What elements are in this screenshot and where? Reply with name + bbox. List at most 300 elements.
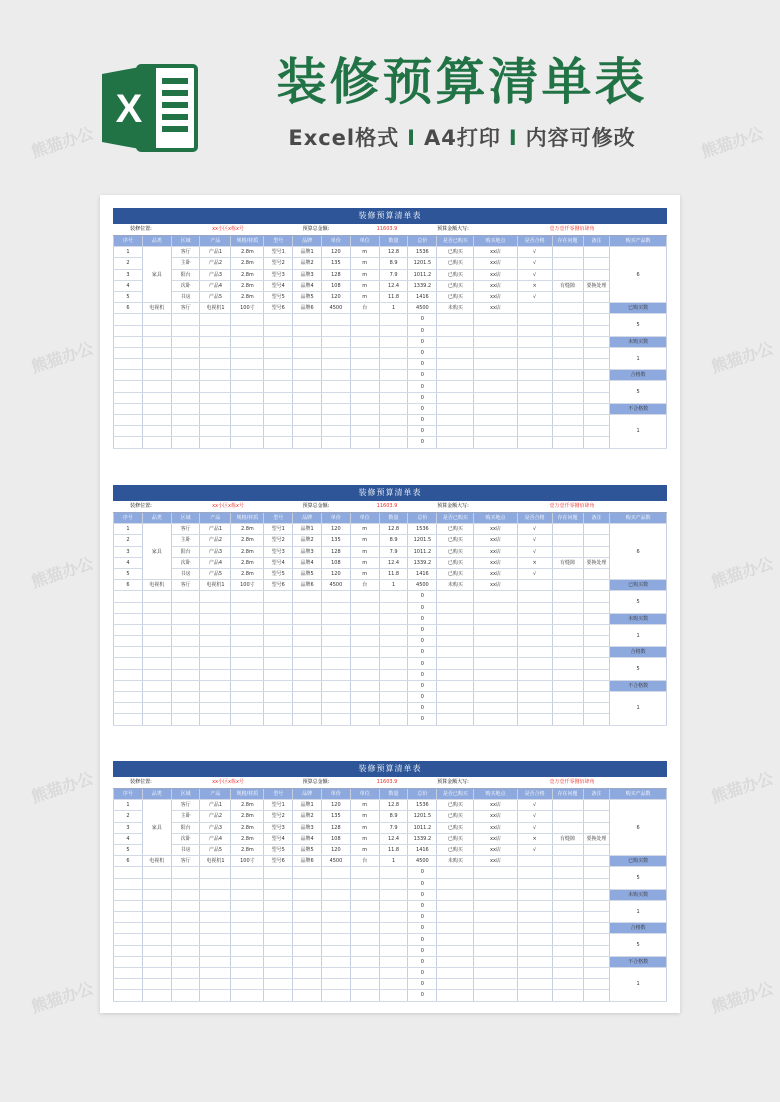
empty-cell (321, 636, 350, 647)
empty-cell (231, 979, 264, 990)
empty-cell (321, 381, 350, 392)
empty-cell (231, 680, 264, 691)
column-header: 存在问题 (552, 789, 583, 800)
data-cell (583, 535, 610, 546)
data-cell: 次卧 (171, 833, 200, 844)
summary-label: 合格数 (610, 923, 667, 934)
empty-cell (114, 381, 143, 392)
empty-cell (437, 923, 474, 934)
empty-cell (114, 426, 143, 437)
empty-cell (171, 680, 200, 691)
empty-cell (231, 658, 264, 669)
empty-cell (379, 968, 408, 979)
empty-cell (583, 392, 610, 403)
empty-cell (437, 956, 474, 967)
data-cell: 2.8m (231, 822, 264, 833)
empty-cell (517, 658, 552, 669)
column-header: 型号 (264, 236, 293, 247)
data-cell: 120 (321, 844, 350, 855)
empty-cell (474, 381, 517, 392)
data-cell: 型号3 (264, 546, 293, 557)
data-cell: m (350, 800, 379, 811)
data-cell: 1416 (408, 844, 437, 855)
data-cell (552, 568, 583, 579)
column-header: 总价 (408, 236, 437, 247)
empty-cell (264, 636, 293, 647)
empty-cell (264, 669, 293, 680)
empty-cell (293, 990, 322, 1001)
data-cell: 已购买 (437, 822, 474, 833)
data-cell (583, 844, 610, 855)
empty-cell (293, 325, 322, 336)
data-cell (583, 258, 610, 269)
empty-cell (379, 990, 408, 1001)
empty-cell (142, 591, 171, 602)
data-cell: 型号6 (264, 856, 293, 867)
empty-cell (517, 624, 552, 635)
data-cell (517, 303, 552, 314)
empty-cell (321, 867, 350, 878)
empty-cell (293, 415, 322, 426)
empty-cell (200, 403, 231, 414)
column-header: 是否合格 (517, 513, 552, 524)
empty-cell (379, 381, 408, 392)
data-cell: 2.8m (231, 844, 264, 855)
empty-cell (379, 956, 408, 967)
column-header: 购买产品数 (610, 236, 667, 247)
empty-cell (437, 669, 474, 680)
empty-cell (437, 624, 474, 635)
watermark: 熊猫办公 (708, 553, 776, 592)
category-cell: 家具 (142, 524, 171, 580)
empty-cell (114, 979, 143, 990)
total-cell: 0 (408, 437, 437, 448)
empty-cell (264, 602, 293, 613)
data-cell: 型号6 (264, 303, 293, 314)
empty-cell (293, 336, 322, 347)
table-row (114, 636, 667, 647)
empty-cell (350, 889, 379, 900)
column-header: 数量 (379, 236, 408, 247)
empty-cell (231, 912, 264, 923)
empty-cell (474, 336, 517, 347)
table-row (114, 336, 667, 347)
column-header: 是否已购买 (437, 513, 474, 524)
empty-cell (142, 979, 171, 990)
empty-cell (114, 403, 143, 414)
column-header: 区域 (171, 236, 200, 247)
empty-cell (142, 347, 171, 358)
summary-label: 未购买数 (610, 613, 667, 624)
data-cell: 品牌4 (293, 833, 322, 844)
empty-cell (552, 714, 583, 725)
empty-cell (171, 658, 200, 669)
empty-cell (264, 381, 293, 392)
summary-label: 未购买数 (610, 336, 667, 347)
upper-value: 壹万壹仟零捌佰肆角 (549, 779, 595, 785)
budget-table (113, 789, 667, 1002)
empty-cell (379, 912, 408, 923)
empty-cell (379, 934, 408, 945)
empty-cell (114, 889, 143, 900)
data-cell: 1 (379, 580, 408, 591)
empty-cell (142, 956, 171, 967)
budget-table (113, 236, 667, 449)
data-cell: 12.8 (379, 247, 408, 258)
data-cell: 2 (114, 811, 143, 822)
data-cell: 品牌2 (293, 535, 322, 546)
empty-cell (293, 867, 322, 878)
empty-cell (231, 692, 264, 703)
data-cell: 12.4 (379, 833, 408, 844)
empty-cell (437, 359, 474, 370)
data-cell: m (350, 269, 379, 280)
data-cell (552, 247, 583, 258)
data-cell: 产品3 (200, 822, 231, 833)
empty-cell (231, 381, 264, 392)
empty-cell (321, 314, 350, 325)
location-label: 装修位置: (130, 503, 152, 509)
column-header: 品类 (142, 236, 171, 247)
empty-cell (114, 714, 143, 725)
data-cell: 产品2 (200, 258, 231, 269)
data-cell: 120 (321, 800, 350, 811)
data-cell: 产品1 (200, 247, 231, 258)
empty-cell (321, 613, 350, 624)
empty-cell (437, 878, 474, 889)
empty-cell (583, 624, 610, 635)
empty-cell (293, 878, 322, 889)
empty-cell (517, 669, 552, 680)
empty-cell (321, 889, 350, 900)
empty-cell (200, 359, 231, 370)
data-cell: 100寸 (231, 303, 264, 314)
sheet-info-row (113, 224, 667, 236)
data-cell: 4500 (321, 580, 350, 591)
empty-cell (231, 624, 264, 635)
data-cell: 已购买 (437, 800, 474, 811)
data-cell: 已购买 (437, 247, 474, 258)
watermark: 熊猫办公 (28, 553, 96, 592)
data-cell: xx店 (474, 535, 517, 546)
empty-cell (114, 703, 143, 714)
data-cell: 1011.2 (408, 546, 437, 557)
watermark: 熊猫办公 (28, 338, 96, 377)
empty-cell (114, 602, 143, 613)
data-cell: 阳台 (171, 546, 200, 557)
empty-cell (200, 647, 231, 658)
empty-cell (552, 703, 583, 714)
empty-cell (517, 314, 552, 325)
empty-cell (583, 437, 610, 448)
empty-cell (321, 703, 350, 714)
data-cell: 阳台 (171, 822, 200, 833)
empty-cell (583, 647, 610, 658)
column-header: 产品 (200, 513, 231, 524)
empty-cell (552, 336, 583, 347)
summary-value: 1 (610, 900, 667, 922)
data-cell: 108 (321, 557, 350, 568)
empty-cell (583, 934, 610, 945)
data-cell: 产品3 (200, 269, 231, 280)
summary-value: 1 (610, 415, 667, 449)
table-row (114, 546, 667, 557)
table-row (114, 524, 667, 535)
empty-cell (264, 956, 293, 967)
empty-cell (114, 347, 143, 358)
empty-cell (379, 867, 408, 878)
location-label: 装修位置: (130, 779, 152, 785)
data-cell: 客厅 (171, 580, 200, 591)
data-cell: 型号1 (264, 247, 293, 258)
data-cell: m (350, 833, 379, 844)
data-cell (552, 822, 583, 833)
table-row (114, 403, 667, 414)
data-cell: 5 (114, 291, 143, 302)
empty-cell (552, 878, 583, 889)
data-cell: 4 (114, 557, 143, 568)
empty-cell (231, 703, 264, 714)
data-cell: 书房 (171, 844, 200, 855)
location-value: xx小区x栋x号 (212, 226, 244, 232)
empty-cell (142, 325, 171, 336)
data-cell (552, 546, 583, 557)
column-header: 购买地点 (474, 513, 517, 524)
data-cell: 2.8m (231, 258, 264, 269)
data-cell: 型号2 (264, 258, 293, 269)
empty-cell (474, 979, 517, 990)
empty-cell (350, 347, 379, 358)
data-cell: xx店 (474, 800, 517, 811)
data-cell: 135 (321, 258, 350, 269)
empty-cell (583, 889, 610, 900)
data-cell: √ (517, 247, 552, 258)
empty-cell (583, 669, 610, 680)
empty-cell (321, 669, 350, 680)
data-cell: 产品1 (200, 524, 231, 535)
column-header: 型号 (264, 789, 293, 800)
empty-cell (142, 680, 171, 691)
empty-cell (200, 867, 231, 878)
table-row (114, 624, 667, 635)
data-cell: 11.8 (379, 568, 408, 579)
empty-cell (264, 968, 293, 979)
data-cell: 5 (114, 844, 143, 855)
empty-cell (114, 669, 143, 680)
empty-cell (171, 347, 200, 358)
column-header: 数量 (379, 513, 408, 524)
empty-cell (552, 968, 583, 979)
empty-cell (321, 347, 350, 358)
data-cell: 3 (114, 822, 143, 833)
empty-cell (293, 692, 322, 703)
empty-cell (583, 956, 610, 967)
total-cell: 0 (408, 968, 437, 979)
data-cell (552, 844, 583, 855)
data-cell: √ (517, 258, 552, 269)
empty-cell (200, 426, 231, 437)
table-row (114, 303, 667, 314)
data-cell: 2.8m (231, 269, 264, 280)
data-cell: 6 (114, 580, 143, 591)
empty-cell (171, 912, 200, 923)
empty-cell (552, 403, 583, 414)
data-cell: 次卧 (171, 280, 200, 291)
data-cell: 128 (321, 546, 350, 557)
empty-cell (474, 325, 517, 336)
empty-cell (350, 359, 379, 370)
total-cell: 0 (408, 956, 437, 967)
empty-cell (142, 415, 171, 426)
empty-cell (114, 437, 143, 448)
total-cell: 0 (408, 624, 437, 635)
data-cell: 4 (114, 833, 143, 844)
empty-cell (321, 647, 350, 658)
empty-cell (350, 900, 379, 911)
summary-label: 未购买数 (610, 889, 667, 900)
data-cell: 2.8m (231, 568, 264, 579)
data-cell: 4500 (408, 856, 437, 867)
empty-cell (321, 923, 350, 934)
column-header: 序号 (114, 513, 143, 524)
summary-label: 不合格数 (610, 403, 667, 414)
data-cell: 已购买 (437, 844, 474, 855)
empty-cell (171, 923, 200, 934)
column-header: 是否合格 (517, 236, 552, 247)
empty-cell (350, 591, 379, 602)
data-cell: 型号6 (264, 580, 293, 591)
empty-cell (517, 923, 552, 934)
data-cell: 120 (321, 568, 350, 579)
column-header-row (114, 513, 667, 524)
empty-cell (321, 912, 350, 923)
data-cell: 电视机 (142, 303, 171, 314)
data-cell: 品牌4 (293, 280, 322, 291)
total-cell: 0 (408, 658, 437, 669)
empty-cell (321, 956, 350, 967)
empty-cell (321, 336, 350, 347)
data-cell: xx店 (474, 811, 517, 822)
table-row (114, 811, 667, 822)
data-cell: 3 (114, 546, 143, 557)
empty-cell (437, 934, 474, 945)
table-row (114, 535, 667, 546)
empty-cell (583, 680, 610, 691)
empty-cell (583, 347, 610, 358)
empty-cell (379, 647, 408, 658)
empty-cell (583, 636, 610, 647)
summary-value: 5 (610, 381, 667, 403)
empty-cell (350, 336, 379, 347)
empty-cell (552, 381, 583, 392)
empty-cell (142, 624, 171, 635)
empty-cell (350, 934, 379, 945)
data-cell: 1201.5 (408, 535, 437, 546)
budget-table (113, 513, 667, 726)
empty-cell (552, 591, 583, 602)
data-cell: 135 (321, 535, 350, 546)
empty-cell (437, 867, 474, 878)
empty-cell (437, 314, 474, 325)
data-cell: xx店 (474, 291, 517, 302)
data-cell: xx店 (474, 844, 517, 855)
empty-cell (321, 945, 350, 956)
column-header: 是否已购买 (437, 789, 474, 800)
empty-cell (200, 381, 231, 392)
summary-label: 已购买数 (610, 303, 667, 314)
data-cell: 品牌6 (293, 580, 322, 591)
data-cell: 品牌2 (293, 258, 322, 269)
empty-cell (293, 979, 322, 990)
total-cell: 0 (408, 878, 437, 889)
empty-cell (264, 437, 293, 448)
empty-cell (171, 990, 200, 1001)
empty-cell (114, 900, 143, 911)
table-row (114, 269, 667, 280)
data-cell (583, 580, 610, 591)
empty-cell (200, 336, 231, 347)
data-cell: xx店 (474, 247, 517, 258)
data-cell: 1536 (408, 800, 437, 811)
data-cell (517, 856, 552, 867)
subtitle-editable: 内容可修改 (525, 126, 636, 150)
empty-cell (200, 878, 231, 889)
empty-cell (583, 658, 610, 669)
empty-cell (474, 415, 517, 426)
data-cell: 2.8m (231, 247, 264, 258)
empty-cell (171, 889, 200, 900)
empty-cell (379, 359, 408, 370)
data-cell (552, 269, 583, 280)
empty-cell (474, 912, 517, 923)
empty-cell (142, 426, 171, 437)
empty-cell (142, 923, 171, 934)
empty-cell (379, 392, 408, 403)
empty-cell (517, 602, 552, 613)
column-header: 购买产品数 (610, 513, 667, 524)
empty-cell (437, 415, 474, 426)
empty-cell (517, 437, 552, 448)
empty-cell (231, 426, 264, 437)
empty-cell (264, 900, 293, 911)
data-cell (583, 291, 610, 302)
empty-cell (114, 990, 143, 1001)
data-cell: 产品5 (200, 568, 231, 579)
empty-cell (517, 703, 552, 714)
table-row (114, 647, 667, 658)
column-header: 型号 (264, 513, 293, 524)
empty-cell (200, 325, 231, 336)
total-cell: 0 (408, 347, 437, 358)
data-cell: 台 (350, 856, 379, 867)
table-row (114, 392, 667, 403)
empty-cell (517, 889, 552, 900)
empty-cell (379, 680, 408, 691)
empty-cell (350, 867, 379, 878)
data-cell: 120 (321, 524, 350, 535)
empty-cell (200, 669, 231, 680)
data-cell: m (350, 568, 379, 579)
location-label: 装修位置: (130, 226, 152, 232)
empty-cell (583, 979, 610, 990)
data-cell (552, 811, 583, 822)
empty-cell (171, 692, 200, 703)
total-cell: 0 (408, 314, 437, 325)
empty-cell (350, 392, 379, 403)
total-label: 预算总金额: (302, 503, 330, 509)
data-cell: 型号1 (264, 800, 293, 811)
data-cell: 已购买 (437, 535, 474, 546)
